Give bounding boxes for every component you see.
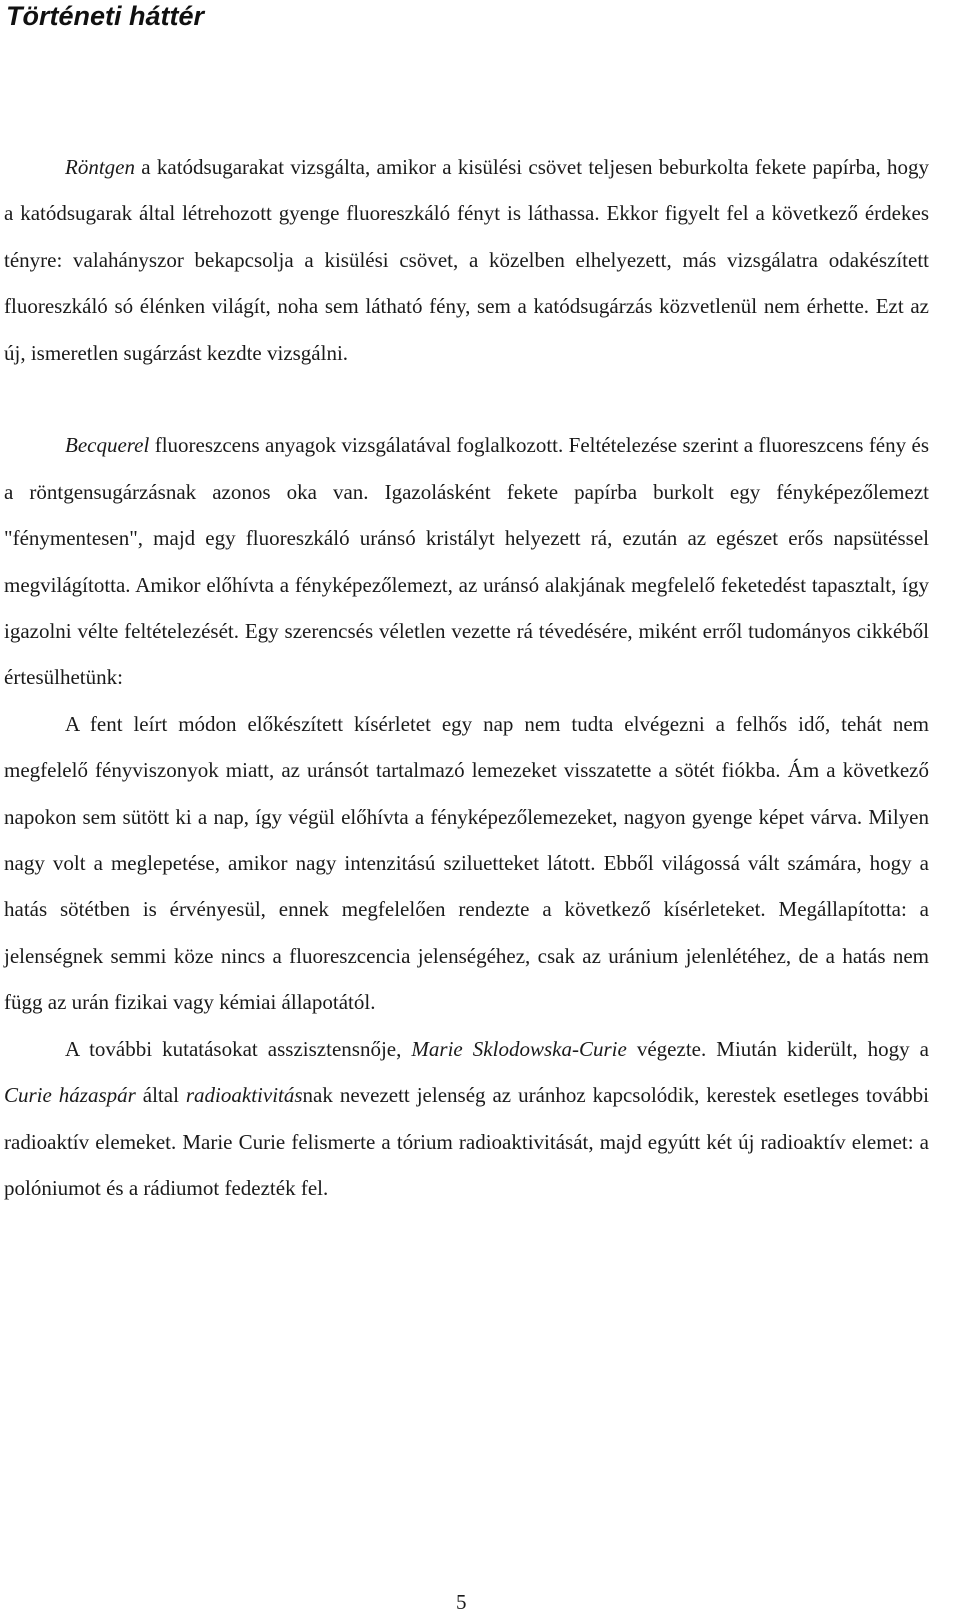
paragraph-curie-part4: nak nevezett jelenség az uránhoz kapcsolódik, kerestek esetleges további radioaktív elemeket. Marie Curie felismerte a tórium radioaktivitását, majd egyútt két új radioaktív elemet: a polóniumot és a rádiumot fedezték fel. [4,1083,929,1200]
term-radioactivity: radioaktivitás [185,1083,303,1108]
paragraph-curie-part2: végezte. Miután kiderült, hogy a [626,1036,930,1061]
paragraph-curie-part3: által [135,1083,186,1108]
paragraph-roentgen [4,144,929,376]
paragraph-curie [4,1026,929,1212]
paragraph-quote: A fent leírt módon előkészített kísérletet egy nap nem tudta elvégezni a felhős idő, tehát nem megfelelő fényviszonyok miatt, az uránsót tartalmazó lemezeket visszatette a sötét fiókba. Ám a következő napokon sem sütött ki a nap, így végül előhívta a fényképezőlemezeket, nagyon gyenge képet várva. Milyen nagy volt a meglepetése, amikor nagy intenzitású sziluetteket látott. Ebből világossá vált számára, hogy a hatás sötétben is érvényesül, ennek megfelelően rendezte a következő kísérleteket. Megállapította: a jelenségnek semmi köze nincs a fluoreszcencia jelenségéhez, csak az uránium jelenlétéhez, de a hatás nem függ az urán fizikai vagy kémiai állapotától. [4,711,929,1015]
section-heading: Történeti háttér [6,1,205,31]
name-marie-curie: Marie Sklodowska-Curie [411,1036,627,1061]
name-roentgen: Röntgen [65,155,135,179]
paragraph-curie-part1: A további kutatásokat asszisztensnője, [65,1036,412,1061]
body-text [4,144,929,1211]
name-becquerel: Becquerel [65,433,150,458]
paragraph-roentgen-text: a katódsugarakat vizsgálta, amikor a kisülési csövet teljesen beburkolta fekete papírba, hogy a katódsugarak által létrehozott gyenge fluoreszkáló fényt is láthassa. Ekkor figyelt fel a következő érdekes tényre: valahányszor bekapcsolja a kisülési csövet, a közelben elhelyezett, más vizsgálatra odakészített fluoreszkáló só élénken világít, noha sem látható fény, sem a katódsugárzás közvetlenül nem érhette. Ezt az új, ismeretlen sugárzást kezdte vizsgálni. [4,155,929,365]
page-number: 5 [456,1590,467,1614]
paragraph-becquerel [4,422,929,700]
paragraph-becquerel-text: fluoreszcens anyagok vizsgálatával foglalkozott. Feltételezése szerint a fluoreszcens fény és a röntgensugárzásnak azonos oka van. Igazolásként fekete papírba burkolt egy fényképezőlemezt "fénymentesen", majd egy fluoreszkáló uránsó kristályt helyezett rá, ezután az egészet erős napsütéssel megvilágította. Amikor előhívta a fényképezőlemezt, az uránsó alakjának megfelelő feketedést tapasztalt, így igazolni vélte feltételezését. Egy szerencsés véletlen vezette rá tévedésére, miként erről tudományos cikkéből értesülhetünk: [4,433,929,690]
name-curie-couple: Curie házaspár [4,1083,136,1108]
